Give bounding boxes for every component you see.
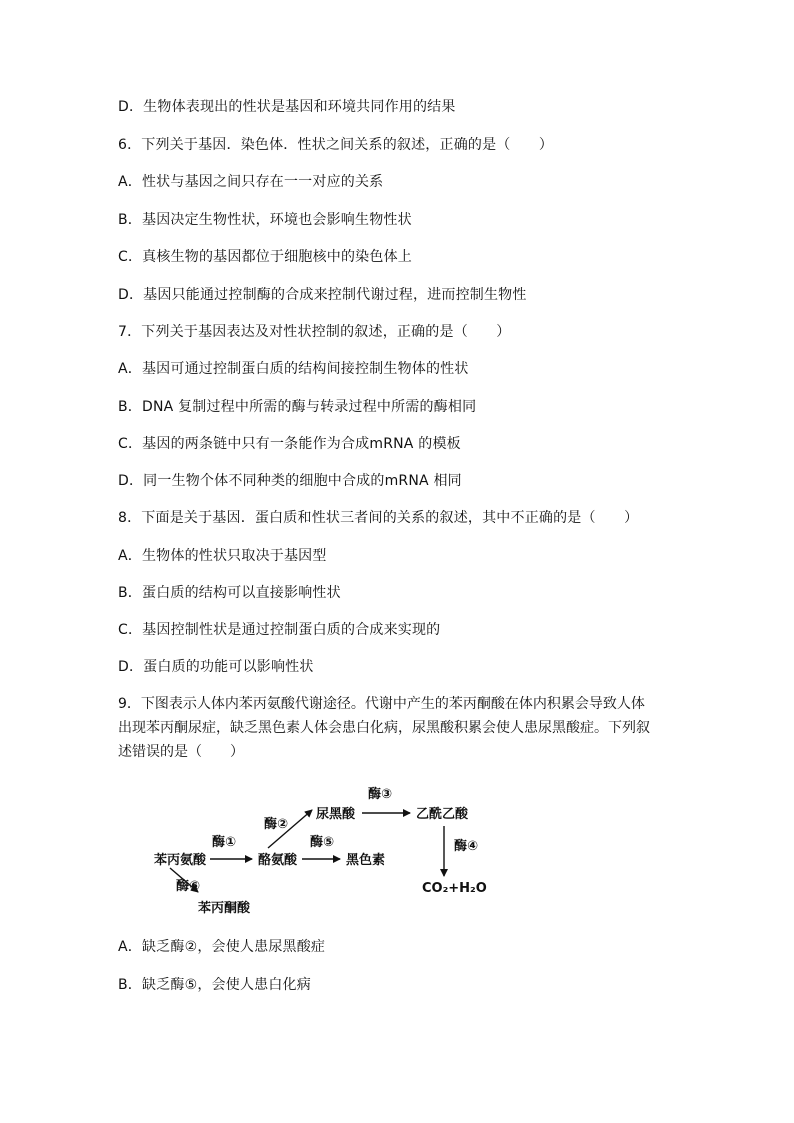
option-8a: A．生物体的性状只取决于基因型 [118, 548, 327, 564]
node-phenylalanine: 苯丙氨酸 [154, 853, 207, 868]
question-9-line2: 出现苯丙酮尿症，缺乏黑色素人体会患白化病，尿黑酸积累会使人患尿黑酸症。下列叙 [118, 720, 650, 736]
node-phenylpyruvic-acid: 苯丙酮酸 [198, 901, 251, 916]
question-7: 7．下列关于基因表达及对性状控制的叙述，正确的是（ ） [118, 324, 511, 340]
option-6a: A．性状与基因之间只存在一一对应的关系 [118, 174, 384, 190]
question-9 [118, 692, 678, 764]
option-6b: B．基因决定生物性状，环境也会影响生物性状 [118, 212, 412, 228]
option-7d: D．同一生物个体不同种类的细胞中合成的mRNA 相同 [118, 473, 462, 489]
option-7a: A．基因可通过控制蛋白质的结构间接控制生物体的性状 [118, 361, 469, 377]
label-enzyme4: 酶④ [454, 839, 479, 854]
option-6c: C．真核生物的基因都位于细胞核中的染色体上 [118, 249, 412, 265]
label-enzyme1: 酶① [212, 835, 237, 850]
node-melanin: 黑色素 [346, 853, 386, 868]
option-8b: B．蛋白质的结构可以直接影响性状 [118, 585, 341, 601]
label-enzyme5: 酶⑤ [310, 835, 335, 850]
question-9-line1: 9．下图表示人体内苯丙氨酸代谢途径。代谢中产生的苯丙酮酸在体内积累会导致人体 [118, 696, 645, 712]
option-7b: B．DNA 复制过程中所需的酶与转录过程中所需的酶相同 [118, 399, 477, 415]
option-9a: A．缺乏酶②，会使人患尿黑酸症 [118, 939, 326, 955]
node-tyrosine: 酪氨酸 [258, 853, 298, 868]
label-enzyme3: 酶③ [368, 787, 393, 802]
question-6: 6．下列关于基因．染色体．性状之间关系的叙述，正确的是（ ） [118, 137, 554, 153]
label-enzyme2: 酶② [264, 817, 289, 832]
question-8: 8．下面是关于基因．蛋白质和性状三者间的关系的叙述，其中不正确的是（ ） [118, 510, 639, 526]
option-8d: D．蛋白质的功能可以影响性状 [118, 659, 314, 675]
line-d5: D．生物体表现出的性状是基因和环境共同作用的结果 [118, 99, 456, 115]
option-7c: C．基因的两条链中只有一条能作为合成mRNA 的模板 [118, 436, 461, 452]
metabolic-pathway-diagram [140, 780, 500, 920]
label-enzyme6: 酶⑥ [176, 879, 201, 894]
option-9b: B．缺乏酶⑤，会使人患白化病 [118, 977, 311, 993]
question-9-line3: 述错误的是（ ） [118, 744, 244, 760]
option-8c: C．基因控制性状是通过控制蛋白质的合成来实现的 [118, 622, 441, 638]
node-co2-h2o: CO₂+H₂O [422, 881, 487, 896]
option-6d: D．基因只能通过控制酶的合成来控制代谢过程，进而控制生物性 [118, 287, 527, 303]
node-acetoacetic-acid: 乙酰乙酸 [416, 807, 469, 822]
node-homogentisic-acid: 尿黑酸 [316, 807, 356, 822]
